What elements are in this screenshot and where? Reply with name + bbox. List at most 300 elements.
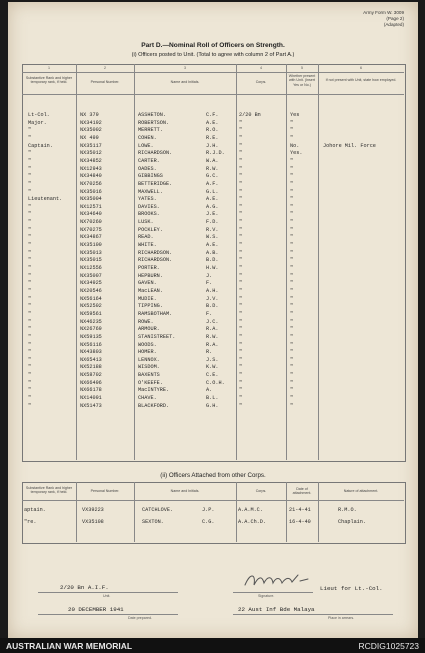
cell-present: "	[290, 272, 294, 279]
cell-pno: NX70256	[80, 180, 102, 187]
cell-rank: "	[28, 242, 32, 249]
cell-rank: "	[28, 211, 32, 218]
cell-rank: "	[28, 318, 32, 325]
place-line	[233, 614, 393, 615]
table-row	[8, 143, 418, 150]
cell-init: R.O.	[206, 127, 219, 134]
cell-pno: NX35016	[80, 188, 102, 195]
cell-name: ARMOUR.	[138, 326, 160, 333]
table-row	[8, 257, 418, 264]
cell-present: "	[290, 341, 294, 348]
cell-present: Yes.	[290, 150, 303, 157]
paper-sheet	[8, 2, 418, 638]
cell-init: J.	[206, 272, 213, 279]
cell-rank: "	[28, 341, 32, 348]
cell-corps: "	[239, 203, 243, 210]
cell-rank: "	[28, 203, 32, 210]
cell-init: J.S.	[206, 356, 219, 363]
cell-present: "	[290, 364, 294, 371]
cell-name: GAVEN.	[138, 280, 157, 287]
cell-rank: "	[28, 157, 32, 164]
cell-pno: NX51473	[80, 402, 102, 409]
cell-pno: NX43803	[80, 349, 102, 356]
cell-corps: "	[239, 349, 243, 356]
cell-pno: NX70260	[80, 219, 102, 226]
cell-corps: "	[239, 280, 243, 287]
table-row	[8, 227, 418, 234]
section-ii-header-rule	[22, 500, 404, 501]
cell-pno: NX34640	[80, 211, 102, 218]
cell-name: OADES.	[138, 165, 157, 172]
cell-pno: NX35015	[80, 257, 102, 264]
cell-name: COHEN.	[138, 134, 157, 141]
cell-corps: "	[239, 387, 243, 394]
cell-corps: "	[239, 318, 243, 325]
colnum-2: 2	[104, 66, 106, 70]
table-row	[8, 120, 418, 127]
att-corps: A.A.M.C.	[238, 507, 263, 513]
cell-rank: "	[28, 402, 32, 409]
cell-pno: NX34852	[80, 157, 102, 164]
table-row	[8, 372, 418, 379]
table-row	[8, 280, 418, 287]
cell-present: "	[290, 257, 294, 264]
cell-init: R.	[206, 349, 213, 356]
cell-present: "	[290, 219, 294, 226]
cell-rank: "	[28, 219, 32, 226]
header-rule	[22, 94, 404, 95]
cell-rank: "	[28, 234, 32, 241]
cell-init: B.D.	[206, 257, 219, 264]
cell-present: "	[290, 402, 294, 409]
archive-name: AUSTRALIAN WAR MEMORIAL	[6, 641, 133, 651]
cell-corps: "	[239, 211, 243, 218]
cell-pno: NX34840	[80, 173, 102, 180]
archive-footer-bar	[0, 638, 425, 653]
att-pno: VX35108	[82, 519, 104, 525]
unit-value: 2/20 Bn A.I.F.	[60, 584, 109, 591]
cell-pno: NX35117	[80, 142, 102, 149]
header-corps: Corps.	[255, 80, 267, 84]
table-row	[8, 387, 418, 394]
signature-caption: Signature.	[258, 594, 275, 598]
table-row	[8, 319, 418, 326]
cell-pno: NX52502	[80, 303, 102, 310]
cell-rank: "	[28, 379, 32, 386]
table-row	[8, 395, 418, 402]
att-date: 16-4-40	[289, 519, 311, 525]
cell-rank: "	[28, 356, 32, 363]
table-row	[8, 326, 418, 333]
cell-rank: "	[28, 180, 32, 187]
cell-init: C.O.H.	[206, 379, 225, 386]
cell-name: GIBBINGS	[138, 173, 163, 180]
att-pno: VX39223	[82, 507, 104, 513]
cell-rank: "	[28, 326, 32, 333]
cell-pno: NX56164	[80, 295, 102, 302]
cell-init: R.W.	[206, 165, 219, 172]
cell-name: BETTERIDGE.	[138, 180, 173, 187]
cell-init: R.A.	[206, 341, 219, 348]
att-nature: R.M.O.	[338, 507, 357, 513]
cell-rank: "	[28, 395, 32, 402]
cell-present: "	[290, 372, 294, 379]
cell-corps: "	[239, 242, 243, 249]
cell-pno: NX35012	[80, 150, 102, 157]
table-row	[8, 234, 418, 241]
table-row	[8, 349, 418, 356]
cell-present: "	[290, 226, 294, 233]
cell-present: "	[290, 242, 294, 249]
cell-init: J.E.	[206, 211, 219, 218]
cell-pno: NX34925	[80, 280, 102, 287]
cell-pno: NX52188	[80, 364, 102, 371]
cell-init: F.D.	[206, 219, 219, 226]
cell-corps: "	[239, 333, 243, 340]
cell-init: R.W.	[206, 333, 219, 340]
rank-value: Lieut for Lt.-Col.	[320, 585, 383, 592]
cell-rank: "	[28, 372, 32, 379]
cell-rank: "	[28, 364, 32, 371]
cell-pno: NX20546	[80, 287, 102, 294]
cell-init: B.L.	[206, 395, 219, 402]
cell-corps: "	[239, 134, 243, 141]
cell-rank: "	[28, 287, 32, 294]
att-init: C.G.	[202, 519, 215, 525]
signature-line	[233, 592, 313, 593]
cell-name: YATES.	[138, 196, 157, 203]
cell-pno: NX35007	[80, 272, 102, 279]
cell-name: STANISTREET.	[138, 333, 176, 340]
cell-corps: "	[239, 341, 243, 348]
table-row	[8, 150, 418, 157]
cell-corps: "	[239, 303, 243, 310]
cell-rank: "	[28, 173, 32, 180]
cell-pno: NX65413	[80, 356, 102, 363]
cell-pno: NX35100	[80, 242, 102, 249]
cell-pno: NX12571	[80, 203, 102, 210]
att-header-date: Date of attachment.	[292, 487, 312, 496]
cell-name: MAXWELL.	[138, 188, 163, 195]
att-name: CATCHLOVE.	[142, 507, 174, 513]
header-present: Whether present with Unit. (Insert Yes or No.)	[288, 74, 316, 87]
table-row	[8, 303, 418, 310]
cell-rank: "	[28, 310, 32, 317]
table-row	[8, 273, 418, 280]
attached-row	[8, 519, 418, 527]
table-row	[8, 364, 418, 371]
table-row	[8, 158, 418, 165]
cell-pno: NX35013	[80, 249, 102, 256]
cell-init: A.E.	[206, 119, 219, 126]
table-row	[8, 112, 418, 119]
cell-rank: "	[28, 257, 32, 264]
cell-name: WHITE.	[138, 242, 157, 249]
cell-init: A.F.	[206, 180, 219, 187]
cell-init: G.C.	[206, 173, 219, 180]
cell-present: "	[290, 387, 294, 394]
cell-present: No.	[290, 142, 300, 149]
cell-pno: NX 499	[80, 134, 99, 141]
cell-present: "	[290, 303, 294, 310]
att-corps: A.A.Ch.D.	[238, 519, 267, 525]
cell-name: LOWE.	[138, 142, 154, 149]
section-i-title: (i) Officers posted to Unit. (Total to agree with column 2 of Part A.)	[131, 52, 295, 58]
cell-corps: "	[239, 310, 243, 317]
att-rank: "re.	[24, 519, 37, 525]
cell-pno: NX66496	[80, 379, 102, 386]
table-row	[8, 204, 418, 211]
cell-name: WISDOM.	[138, 364, 160, 371]
table-row	[8, 173, 418, 180]
cell-corps: "	[239, 295, 243, 302]
cell-corps: "	[239, 173, 243, 180]
att-init: J.P.	[202, 507, 215, 513]
cell-name: BROOKS.	[138, 211, 160, 218]
cell-pno: NX66178	[80, 387, 102, 394]
att-header-personal-number: Personal Number.	[90, 489, 120, 493]
cell-pno: NX12943	[80, 165, 102, 172]
cell-name: O'KEEFE.	[138, 379, 163, 386]
att-date: 21-4-41	[289, 507, 311, 513]
cell-name: READ.	[138, 234, 154, 241]
cell-present: "	[290, 196, 294, 203]
cell-pno: NX26769	[80, 326, 102, 333]
cell-rank: "	[28, 127, 32, 134]
cell-name: PORTER.	[138, 265, 160, 271]
cell-pno: NX58702	[80, 372, 102, 379]
att-nature: Chaplain.	[338, 519, 367, 525]
cell-name: ASSHETON.	[138, 112, 167, 118]
cell-init: R.J.D.	[206, 150, 225, 157]
table-row	[8, 288, 418, 295]
cell-corps: "	[239, 356, 243, 363]
cell-name: LENNOX.	[138, 356, 160, 363]
cell-present: "	[290, 127, 294, 134]
date-value: 20 DECEMBER 1941	[68, 606, 124, 613]
cell-init: R.E.	[206, 134, 219, 141]
cell-init: R.A.	[206, 326, 219, 333]
cell-pno: NX70275	[80, 226, 102, 233]
cell-pno: NX34192	[80, 119, 102, 126]
cell-corps: "	[239, 234, 243, 241]
cell-rank: "	[28, 226, 32, 233]
cell-present: "	[290, 203, 294, 210]
table-row	[8, 296, 418, 303]
date-caption: Date prepared.	[128, 616, 152, 620]
colnum-5: 5	[301, 66, 303, 70]
cell-rank: "	[28, 249, 32, 256]
form-adapted: (Adapted)	[383, 22, 404, 27]
cell-init: A.B.	[206, 249, 219, 256]
signature-mark	[242, 565, 312, 595]
cell-corps: "	[239, 265, 243, 271]
cell-init: W.A.	[206, 157, 219, 164]
colnum-4: 4	[260, 66, 262, 70]
cell-init: W.S.	[206, 234, 219, 241]
cell-pno: NX35004	[80, 196, 102, 203]
cell-pno: NX14091	[80, 395, 102, 402]
cell-rank: "	[28, 280, 32, 287]
header-personal-number: Personal Number.	[90, 80, 120, 84]
cell-name: RICHARDSON.	[138, 150, 173, 157]
cell-init: A.E.	[206, 196, 219, 203]
cell-rank: "	[28, 333, 32, 340]
cell-init: J.V.	[206, 295, 219, 302]
cell-name: MERRETT.	[138, 127, 163, 134]
header-rank: Substantive Rank and higher temporary rank, if held.	[25, 76, 73, 85]
table-row	[8, 219, 418, 226]
att-rank: aptain.	[24, 507, 46, 513]
cell-name: ROBERTSON.	[138, 119, 170, 126]
cell-corps: "	[239, 364, 243, 371]
cell-rank: Major.	[28, 119, 47, 126]
cell-corps: "	[239, 119, 243, 126]
cell-corps: "	[239, 196, 243, 203]
cell-present: "	[290, 173, 294, 180]
cell-init: A.H.	[206, 287, 219, 294]
cell-init: A.	[206, 387, 213, 394]
cell-name: HEPBURN.	[138, 272, 163, 279]
cell-init: H.W.	[206, 265, 219, 271]
cell-present: "	[290, 287, 294, 294]
table-row	[8, 311, 418, 318]
table-row	[8, 334, 418, 341]
table-row	[8, 127, 418, 134]
table-row	[8, 181, 418, 188]
form-number: Army Form W. 3009	[363, 10, 404, 15]
cell-present: "	[290, 234, 294, 241]
cell-rank: "	[28, 387, 32, 394]
cell-present: "	[290, 349, 294, 356]
table-row	[8, 357, 418, 364]
cell-present: "	[290, 119, 294, 126]
cell-name: DAVIES.	[138, 203, 160, 210]
cell-corps: "	[239, 326, 243, 333]
cell-name: CHAVE.	[138, 395, 157, 402]
cell-corps: "	[239, 157, 243, 164]
att-header-rank: Substantive Rank and higher temporary rank, if held.	[25, 486, 73, 495]
att-name: SEXTON.	[142, 519, 164, 525]
section-ii-title: (ii) Officers Attached from other Corps.	[160, 472, 266, 479]
table-row	[8, 189, 418, 196]
cell-name: CARTER.	[138, 157, 160, 164]
cell-rank: "	[28, 134, 32, 141]
colnum-rule	[22, 72, 404, 73]
cell-pno: NX12556	[80, 265, 102, 271]
cell-present: "	[290, 265, 294, 271]
table-row	[8, 342, 418, 349]
cell-corps: "	[239, 150, 243, 157]
cell-init: G.L.	[206, 188, 219, 195]
cell-init: C.F.	[206, 112, 219, 118]
cell-rank: "	[28, 295, 32, 302]
cell-rank: "	[28, 265, 32, 271]
cell-rank: Lt-Col.	[28, 112, 50, 118]
cell-present: "	[290, 280, 294, 287]
cell-rank: "	[28, 349, 32, 356]
cell-init: F.	[206, 280, 213, 287]
att-header-corps: Corps.	[255, 489, 267, 493]
cell-name: RAMSBOTHAM.	[138, 310, 173, 317]
colnum-1: 1	[48, 66, 50, 70]
cell-init: F.	[206, 310, 213, 317]
form-page: (Page 2)	[386, 16, 404, 21]
cell-init: J.H.	[206, 142, 219, 149]
cell-present: "	[290, 356, 294, 363]
header-name: Name and Initials.	[170, 80, 200, 84]
cell-present: Yes	[290, 112, 300, 118]
cell-name: TIPPING.	[138, 303, 163, 310]
cell-name: WOODS.	[138, 341, 157, 348]
att-header-nature: Nature of attachment.	[343, 489, 379, 493]
table-row	[8, 135, 418, 142]
cell-present: "	[290, 157, 294, 164]
cell-pno: NX35002	[80, 127, 102, 134]
cell-present: "	[290, 165, 294, 172]
cell-present: "	[290, 188, 294, 195]
cell-name: RICHARDSON.	[138, 249, 173, 256]
cell-present: "	[290, 326, 294, 333]
cell-present: "	[290, 180, 294, 187]
cell-init: K.W.	[206, 364, 219, 371]
colnum-6: 6	[360, 66, 362, 70]
table-row	[8, 242, 418, 249]
cell-corps: "	[239, 372, 243, 379]
unit-line	[38, 592, 178, 593]
cell-corps: "	[239, 180, 243, 187]
cell-name: LUSK.	[138, 219, 154, 226]
table-row	[8, 166, 418, 173]
cell-corps: "	[239, 272, 243, 279]
cell-rank: "	[28, 188, 32, 195]
cell-init: A.E.	[206, 242, 219, 249]
cell-present: "	[290, 310, 294, 317]
cell-name: BLACKFORD.	[138, 402, 170, 409]
cell-present: "	[290, 134, 294, 141]
cell-remark: Johore Mil. Force	[323, 142, 376, 149]
cell-init: C.E.	[206, 372, 219, 379]
cell-init: A.G.	[206, 203, 219, 210]
cell-present: "	[290, 249, 294, 256]
cell-present: "	[290, 295, 294, 302]
place-value: 22 Aust Inf Bde Malaya	[238, 606, 315, 613]
cell-corps: "	[239, 379, 243, 386]
cell-present: "	[290, 379, 294, 386]
cell-present: "	[290, 333, 294, 340]
cell-corps: "	[239, 402, 243, 409]
table-row	[8, 403, 418, 410]
cell-pno: NX46235	[80, 318, 102, 325]
cell-pno: NX34867	[80, 234, 102, 241]
attached-row	[8, 507, 418, 515]
cell-init: B.D.	[206, 303, 219, 310]
cell-pno: NX59135	[80, 333, 102, 340]
cell-init: R.V.	[206, 226, 219, 233]
cell-rank: "	[28, 272, 32, 279]
header-employed: If not present with Unit, state how employed.	[325, 78, 397, 82]
cell-corps: "	[239, 142, 243, 149]
cell-name: ROWE.	[138, 318, 154, 325]
cell-pno: NX56116	[80, 341, 102, 348]
cell-name: POCKLEY.	[138, 226, 163, 233]
cell-rank: "	[28, 303, 32, 310]
cell-corps: "	[239, 287, 243, 294]
archive-id: RCDIG1025723	[358, 641, 419, 651]
cell-rank: Lieutenant.	[28, 196, 63, 203]
cell-present: "	[290, 318, 294, 325]
date-line	[38, 614, 178, 615]
